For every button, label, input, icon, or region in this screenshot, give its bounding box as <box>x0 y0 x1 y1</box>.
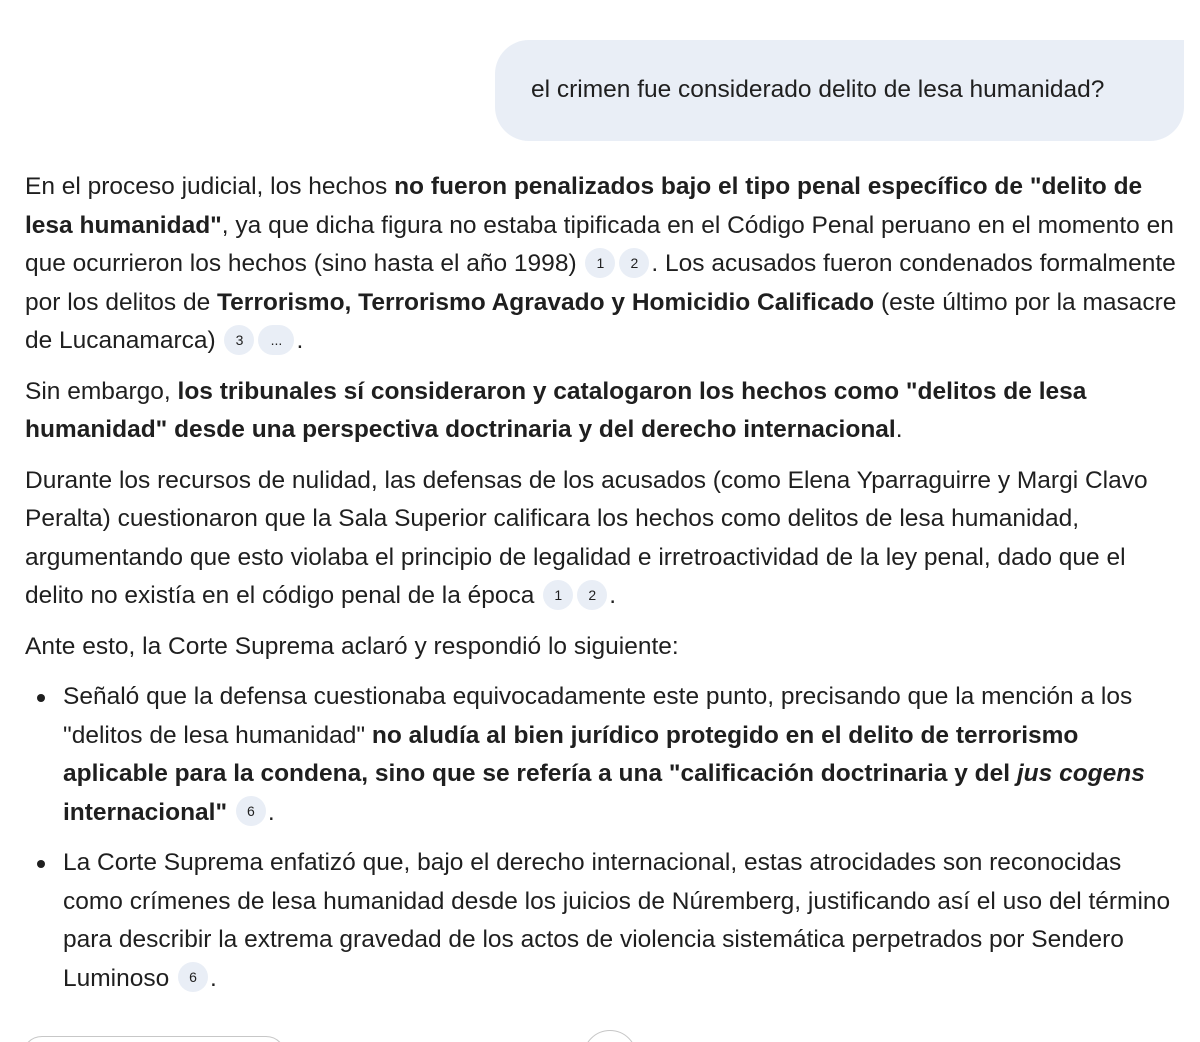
response-paragraph-1 <box>25 168 1185 361</box>
list-item <box>25 844 1185 998</box>
bold-text: Terrorismo, Terrorismo Agravado y Homicidio Calificado <box>217 288 875 316</box>
text: (este último por la masacre de Lucanamarca) <box>25 288 1177 354</box>
response-paragraph-2 <box>25 373 1185 450</box>
bottom-pill-button[interactable] <box>22 1036 286 1042</box>
text: Señaló que la defensa cuestionaba equivocadamente este punto, precisando que la mención a los "delitos de lesa humanidad" <box>63 683 1133 749</box>
response-paragraph-4 <box>25 628 1185 667</box>
bold-text: los tribunales sí consideraron y catalogaron los hechos como "delitos de lesa humanidad" desde una perspectiva doctrinaria y del derecho internacional <box>25 377 1087 443</box>
citation-chip-1[interactable]: 1 <box>585 248 615 278</box>
citation-chip-6[interactable]: 6 <box>178 962 208 992</box>
citation-chip-2[interactable]: 2 <box>577 580 607 610</box>
user-message-text: el crimen fue considerado delito de lesa humanidad? <box>531 75 1105 103</box>
text: Sin embargo, <box>25 377 178 405</box>
text: La Corte Suprema enfatizó que, bajo el derecho internacional, estas atrocidades son reconocidas como crímenes de lesa humanidad desde los juicios de Núremberg, justificando así el uso del término para describir la extrema gravedad de los actos de violencia sistemática perpetrados por Sendero Luminoso <box>63 849 1171 992</box>
citation-chip-1[interactable]: 1 <box>543 580 573 610</box>
citation-chip-more[interactable]: ... <box>258 325 294 355</box>
bold-text: no fueron penalizados bajo el tipo penal específico de "delito de lesa humanidad" <box>25 173 1143 239</box>
text: En el proceso judicial, los hechos <box>25 173 395 200</box>
user-message-bubble <box>495 40 1184 141</box>
bold-text: internacional" <box>63 798 228 826</box>
text: . <box>267 798 275 826</box>
response-paragraph-3 <box>25 462 1185 616</box>
italic-text: jus cogens <box>1016 760 1145 787</box>
text: . <box>296 327 304 354</box>
bold-text: no aludía al bien jurídico protegido en el delito de terrorismo aplicable para la condena, sino que se refería a una "calificación doctrinaria y del <box>63 721 1079 787</box>
citation-chip-2[interactable]: 2 <box>619 248 649 278</box>
list-item <box>25 678 1185 832</box>
text: . Los acusados fueron condenados formalmente por los delitos de <box>25 250 1176 316</box>
citation-chip-3[interactable]: 3 <box>224 325 254 355</box>
text: , ya que dicha figura no estaba tipificada en el Código Penal peruano en el momento en que ocurrieron los hechos (sino hasta el año 1998) <box>25 211 1174 277</box>
assistant-response <box>25 168 1185 1010</box>
bullet-icon <box>37 860 45 868</box>
text: Durante los recursos de nulidad, las defensas de los acusados (como Elena Yparraguirre y Margi Clavo Peralta) cuestionaron que la Sala Superior calificara los hechos como delitos de lesa humanidad, argumentando que esto violaba el principio de legalidad e irretroactividad de la ley penal, dado que el delito no existía en el código penal de la época <box>25 466 1148 609</box>
scroll-down-button[interactable] <box>583 1030 637 1042</box>
bullet-icon <box>37 694 45 702</box>
bullet-list <box>25 678 1185 998</box>
citation-chip-6[interactable]: 6 <box>236 796 266 826</box>
text: . <box>210 964 217 992</box>
text: . <box>895 416 903 443</box>
bold-italic-text <box>1017 760 1145 787</box>
text: Ante esto, la Corte Suprema aclaró y respondió lo siguiente: <box>25 632 679 660</box>
text: . <box>609 582 617 609</box>
